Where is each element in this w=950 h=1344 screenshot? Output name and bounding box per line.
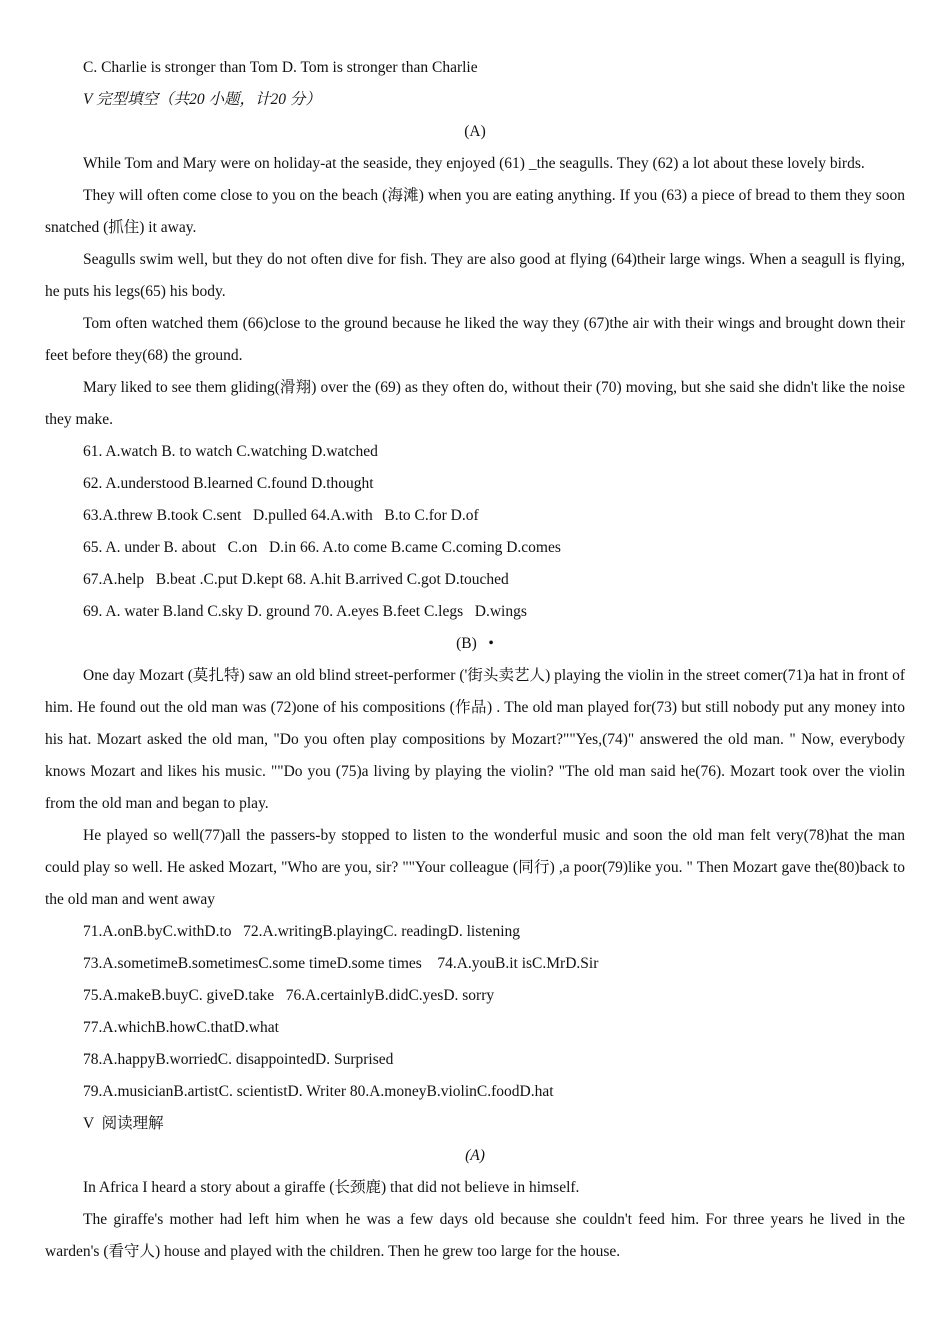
cloze-a-option-63-64: 63.A.threw B.took C.sent D.pulled 64.A.with B.to C.for D.of [83, 507, 479, 524]
reading-part-a-label: (A) [465, 1147, 485, 1164]
cloze-a-option-62: 62. A.understood B.learned C.found D.thought [83, 475, 374, 492]
cloze-a-paragraph-2: They will often come close to you on the beach (海滩) when you are eating anything. If you (63) a piece of bread to them they soon snatched (抓住) it away. [45, 187, 905, 236]
reading-a-paragraph-2: The giraffe's mother had left him when he was a few days old because she couldn't feed him. For three years he lived in the warden's (看守人) house and played with the children. Then he grew too large for the house. [45, 1211, 905, 1260]
cloze-b-option-73-74: 73.A.sometimeB.sometimesC.some timeD.some times 74.A.youB.it isC.MrD.Sir [83, 955, 599, 972]
cloze-section-heading: V 完型填空（共20 小题，计20 分） [83, 91, 321, 108]
cloze-part-b-label: (B) • [456, 635, 494, 652]
cloze-a-option-67-68: 67.A.help B.beat .C.put D.kept 68. A.hit B.arrived C.got D.touched [83, 571, 509, 588]
cloze-b-option-71-72: 71.A.onB.byC.withD.to 72.A.writingB.playingC. readingD. listening [83, 923, 520, 940]
reading-a-paragraph-1: In Africa I heard a story about a giraffe (长颈鹿) that did not believe in himself. [83, 1179, 580, 1196]
option-line-top: C. Charlie is stronger than Tom D. Tom is stronger than Charlie [83, 59, 478, 76]
cloze-b-option-75-76: 75.A.makeB.buyC. giveD.take 76.A.certainlyB.didC.yesD. sorry [83, 987, 495, 1004]
exam-page [45, 52, 905, 1268]
cloze-a-paragraph-3: Seagulls swim well, but they do not often dive for fish. They are also good at flying (64)their large wings. When a seagull is flying, he puts his legs(65) his body. [45, 251, 905, 300]
cloze-part-a-label: (A) [464, 123, 486, 140]
cloze-b-paragraph-1: One day Mozart (莫扎特) saw an old blind street-performer ('街头卖艺人) playing the violin in the street comer(71)a hat in front of him. He found out the old man was (72)one of his compositions (作品) . The old man played for(73) but still nobody put any money into his hat. Mozart asked the old man, "Do you often play compositions by Mozart?""Yes,(74)" answered the old man. " Now, everybody knows Mozart and likes his music. ""Do you (75)a living by playing the violin? "The old man said he(76). Mozart took over the violin from the old man and began to play. [45, 667, 905, 812]
cloze-b-option-78: 78.A.happyB.worriedC. disappointedD. Surprised [83, 1051, 394, 1068]
cloze-a-paragraph-5: Mary liked to see them gliding(滑翔) over the (69) as they often do, without their (70) moving, but she said she didn't like the noise they make. [45, 379, 905, 428]
cloze-a-option-65-66: 65. A. under B. about C.on D.in 66. A.to come B.came C.coming D.comes [83, 539, 561, 556]
reading-section-heading: V 阅读理解 [83, 1115, 164, 1132]
cloze-a-option-69-70: 69. A. water B.land C.sky D. ground 70. A.eyes B.feet C.legs D.wings [83, 603, 527, 620]
cloze-a-paragraph-4: Tom often watched them (66)close to the ground because he liked the way they (67)the air with their wings and brought down their feet before they(68) the ground. [45, 315, 905, 364]
cloze-b-option-79-80: 79.A.musicianB.artistC. scientistD. Writer 80.A.moneyB.violinC.foodD.hat [83, 1083, 554, 1100]
cloze-a-option-61: 61. A.watch B. to watch C.watching D.watched [83, 443, 378, 460]
cloze-a-paragraph-1: While Tom and Mary were on holiday-at the seaside, they enjoyed (61) _the seagulls. They (62) a lot about these lovely birds. [83, 155, 865, 172]
cloze-b-option-77: 77.A.whichB.howC.thatD.what [83, 1019, 279, 1036]
cloze-b-paragraph-2: He played so well(77)all the passers-by stopped to listen to the wonderful music and soon the old man felt very(78)hat the man could play so well. He asked Mozart, "Who are you, sir? ""Your colleague (同行) ,a poor(79)like you. " Then Mozart gave the(80)back to the old man and went away [45, 827, 905, 908]
